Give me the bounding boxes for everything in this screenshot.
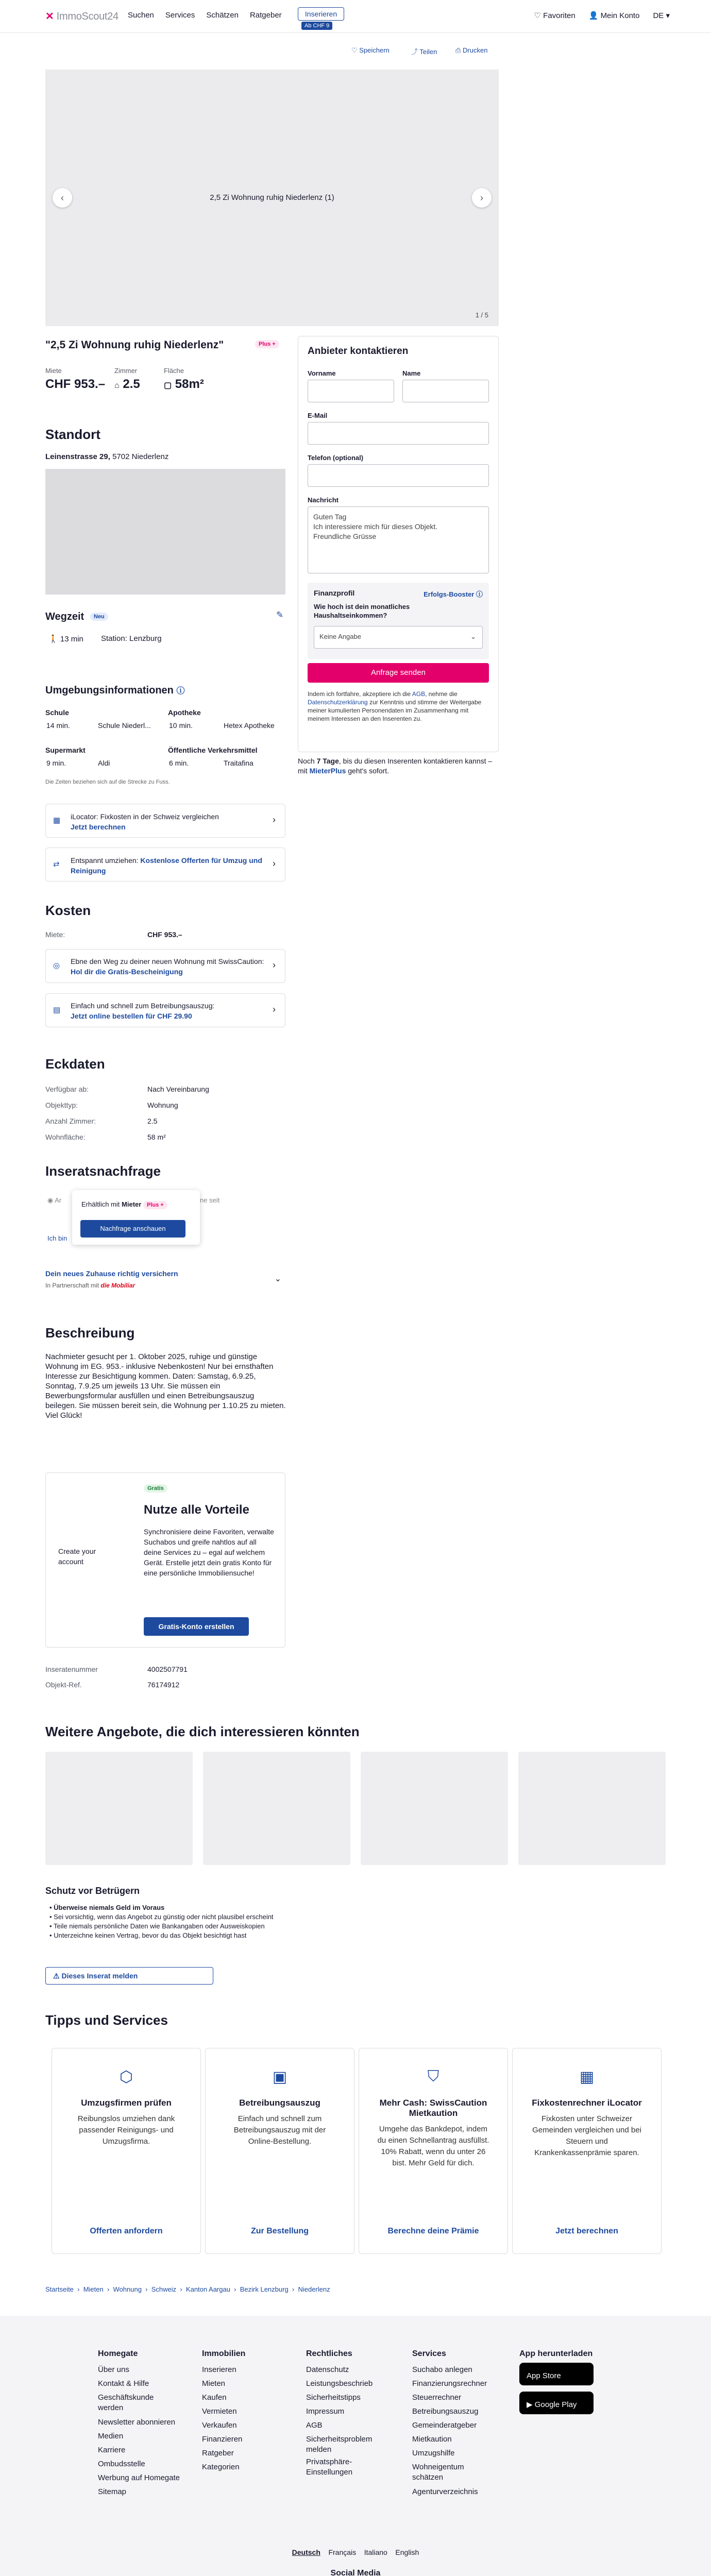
schutz-item-text: Unterzeichne keinen Vertrag, bevor du das Objekt besichtigt hast — [54, 1931, 247, 1939]
nachfrage-title: Inseratsnachfrage — [45, 1163, 161, 1179]
listing-card-skeleton[interactable] — [203, 1752, 350, 1865]
finanzprofil-title: Finanzprofil — [314, 589, 355, 597]
gallery-counter: 1 / 5 — [475, 311, 488, 319]
kosten-title: Kosten — [45, 903, 91, 918]
google-play-button[interactable] — [519, 2392, 594, 2414]
contact-form — [298, 336, 499, 752]
wegzeit-title: Wegzeit — [45, 611, 84, 622]
zimmer-number: 2.5 — [123, 377, 140, 391]
header — [0, 0, 711, 33]
footer-col-title: Homegate — [98, 2349, 138, 2358]
footer-link[interactable]: Betreibungsauszug — [412, 2407, 479, 2416]
footer-link[interactable]: Mietkaution — [412, 2435, 452, 2444]
nachfrage-popup — [72, 1190, 200, 1245]
kosten-miete-value: CHF 953.– — [147, 930, 182, 939]
eckdaten-title: Eckdaten — [45, 1056, 105, 1072]
nav-suchen[interactable]: Suchen — [128, 11, 154, 20]
schutz-item-text: Überweise niemals Geld im Voraus — [54, 1904, 165, 1911]
schutz-item-text: Teile niemals persönliche Daten wie Bankangaben oder Ausweiskopien — [53, 1922, 265, 1930]
footer-link[interactable]: Inserieren — [202, 2365, 236, 2374]
chevron-right-icon: › — [480, 193, 483, 203]
telefon-label: Telefon (optional) — [308, 454, 364, 462]
eye-icon: ◉ — [47, 1196, 54, 1204]
footer-link[interactable]: Kategorien — [202, 2463, 240, 2471]
tipp-link[interactable]: Zur Bestellung — [250, 2227, 309, 2235]
google-play-label: Google Play — [534, 2400, 577, 2409]
save-label: Speichern — [359, 46, 390, 54]
eck-label: Verfügbar ab: — [45, 1085, 89, 1093]
print-label: Drucken — [463, 46, 488, 54]
chevron-right-icon: › — [273, 858, 276, 869]
ilocator-link[interactable]: Jetzt berechnen — [71, 823, 126, 831]
email-label: E-Mail — [308, 412, 328, 419]
language-switch — [0, 2548, 711, 2556]
tipp-text: Einfach und schnell zum Betreibungsauszug mit der Online-Bestellung. — [233, 2114, 326, 2146]
breadcrumb-item[interactable]: Wohnung — [113, 2285, 142, 2293]
footer-col-homegate — [98, 2347, 180, 2499]
app-store-button[interactable] — [519, 2363, 594, 2385]
map[interactable] — [45, 469, 285, 595]
apotheke-name: Hetex Apotheke — [224, 721, 275, 730]
breadcrumb-item[interactable]: Mieten — [83, 2285, 104, 2293]
skeleton-line — [52, 1840, 134, 1845]
name-label: Name — [402, 369, 421, 377]
umzug-promo[interactable] — [45, 848, 285, 882]
footer-link[interactable]: Kaufen — [202, 2393, 227, 2402]
breadcrumb: Startseite › Mieten › Wohnung › Schweiz › Kanton Aargau › Bezirk Lenzburg › Niederlenz — [45, 2285, 330, 2293]
versicherung-title: Dein neues Zuhause richtig versichern — [45, 1269, 178, 1278]
vorteile-title: Nutze alle Vorteile — [144, 1503, 249, 1517]
nachfrage-bg-left — [47, 1196, 61, 1205]
umzug-text — [71, 855, 266, 876]
heart-icon: ♡ — [351, 46, 358, 54]
supermarkt-name: Aldi — [98, 759, 110, 767]
flaeche-label: Fläche — [164, 367, 184, 375]
account-link[interactable] — [589, 11, 640, 20]
supermarkt-label: Supermarkt — [45, 746, 86, 754]
income-select-value: Keine Angabe — [319, 633, 361, 640]
logo[interactable] — [45, 10, 118, 23]
favoriten-link[interactable] — [534, 11, 575, 20]
account-promo — [45, 1472, 285, 1648]
create-account-button[interactable]: Gratis-Konto erstellen — [144, 1617, 249, 1636]
popup-text — [81, 1200, 167, 1209]
account-label: Mein Konto — [600, 11, 640, 20]
tipp-title: Mehr Cash: SwissCaution Mietkaution — [379, 2098, 487, 2118]
beschreibung-text: Nachmieter gesucht per 1. Oktober 2025, ruhige und günstige Wohnung im EG. 953.- inklusive Nebenkosten! Nur bei ernsthaften Interesse zur Besichtigung kommen. Daten: Samstag, 6.9.25, Sonntag, 7.9.25 um jeweils 13 Uhr. Sie müssen ein Bewerbungsformular ausfüllen und einen Betreibungsauszug beilegen. Sie müssen bereit sein, die Wohnung per 1.10.25 zu mieten. Viel Glück! — [45, 1352, 286, 1420]
footer-link[interactable]: Ratgeber — [202, 2449, 234, 2458]
mieterplus-link[interactable]: MieterPlus — [309, 767, 346, 775]
footer-link[interactable]: Geschäftskunde werden — [98, 2393, 154, 2412]
partner-label: In Partnerschaft mit — [45, 1282, 99, 1289]
footer-link[interactable]: Suchabo anlegen — [412, 2365, 472, 2374]
skeleton-line — [367, 1840, 449, 1845]
legal-part3: zur Kenntnis und stimme der Weitergabe meiner kumulierten Personendaten im Zusammenhang mit meinem Interessen an den Inserenten zu. — [308, 699, 482, 722]
gallery-prev-button[interactable] — [53, 188, 72, 208]
nav-schaetzen[interactable]: Schätzen — [206, 11, 239, 20]
eck-value: 58 m² — [147, 1133, 166, 1141]
footer-link[interactable]: Umzugshilfe — [412, 2449, 455, 2458]
footer-link[interactable]: Vermieten — [202, 2407, 237, 2416]
eck-label: Wohnfläche: — [45, 1133, 86, 1141]
social-title: Social Media — [330, 2569, 381, 2576]
versicherung-promo[interactable] — [45, 1267, 285, 1293]
footer-link[interactable]: Über uns — [98, 2365, 129, 2374]
name-input[interactable] — [402, 380, 489, 402]
gallery-next-button[interactable] — [472, 188, 492, 208]
datenschutz-link[interactable]: Datenschutzerklärung — [308, 699, 368, 706]
betreibung-line: Einfach und schnell zum Betreibungsauszug: — [71, 1002, 215, 1010]
legal-part2: , nehme die — [425, 690, 458, 698]
supermarkt-time: 9 min. — [46, 759, 66, 767]
footer-link[interactable]: Mieten — [202, 2379, 226, 2388]
contact-limit-note — [298, 756, 499, 776]
tipp-link[interactable]: Berechne deine Prämie — [387, 2227, 479, 2235]
swisscaution-promo[interactable] — [45, 949, 285, 983]
warning-icon: ⚠ — [53, 1972, 60, 1980]
coin-icon: ◎ — [53, 961, 60, 970]
footer-link[interactable]: Kontakt & Hilfe — [98, 2379, 149, 2388]
eck-label: Objekttyp: — [45, 1101, 78, 1109]
price-badge: Ab CHF 9 — [301, 22, 332, 30]
main-nav — [128, 11, 282, 20]
address-city: 5702 Niederlenz — [112, 452, 169, 461]
beschreibung-title: Beschreibung — [45, 1325, 135, 1341]
language-option[interactable]: Français — [328, 2548, 357, 2556]
language-option[interactable]: Italiano — [364, 2548, 387, 2556]
footer-link[interactable]: Finanzierungsrechner — [412, 2379, 487, 2388]
header-right — [534, 11, 670, 20]
schutz-item: • Teile niemals persönliche Daten wie Bankangaben oder Ausweiskopien — [49, 1922, 265, 1930]
address — [45, 452, 168, 461]
footer-link[interactable]: Wohneigentum schätzen — [412, 2463, 464, 2482]
account-promo-left: Create your account — [58, 1547, 96, 1566]
language-option[interactable]: Deutsch — [292, 2548, 320, 2556]
footer-link[interactable]: Datenschutz — [306, 2365, 349, 2374]
schule-time: 14 min. — [46, 721, 70, 730]
objektref-value: 76174912 — [147, 1681, 180, 1689]
contact-title: Anbieter kontaktieren — [308, 346, 409, 357]
ilocator-line: iLocator: Fixkosten in der Schweiz vergleichen — [71, 812, 219, 821]
footer-link[interactable]: AGB — [306, 2421, 323, 2430]
income-select[interactable] — [314, 626, 483, 649]
umgebung-note: Die Zeiten beziehen sich auf die Strecke zu Fuss. — [45, 779, 170, 785]
wegzeit-duration — [48, 634, 83, 643]
footer-link[interactable]: Newsletter abonnieren — [98, 2418, 176, 2427]
skeleton-line — [524, 1840, 607, 1845]
document-icon: ▤ — [53, 1006, 61, 1014]
footer-link[interactable]: Karriere — [98, 2446, 126, 2454]
footer-link[interactable]: Sicherheitsproblem melden — [306, 2435, 373, 2454]
chevron-right-icon: › — [273, 815, 276, 825]
versicherung-partner — [45, 1282, 135, 1289]
footer-col-title: Rechtliches — [306, 2349, 352, 2358]
umzug-line: Entspannt umziehen: — [71, 856, 139, 865]
schule-label: Schule — [45, 708, 69, 717]
swisscaution-text — [71, 956, 266, 977]
kosten-miete-label: Miete: — [45, 930, 65, 939]
user-icon: 👤 — [588, 11, 599, 20]
footer-link[interactable]: Gemeinderatgeber — [412, 2421, 477, 2430]
betreibung-text — [71, 1001, 266, 1021]
limit-days: 7 Tage — [316, 757, 339, 765]
agb-link[interactable]: AGB — [412, 690, 426, 698]
logo-text: ImmoScout24 — [56, 11, 118, 22]
schutz-item-text: Sei vorsichtig, wenn das Angebot zu günstig oder nicht plausibel erscheint — [54, 1913, 274, 1921]
language-label: DE — [653, 11, 664, 20]
area-icon: ▢ — [164, 381, 172, 390]
x-logo-icon: ✕ — [45, 11, 54, 22]
limit-part3: , bis du diesen Inserenten kontaktieren kannst – mit — [298, 757, 493, 775]
certificate-icon: ▣ — [272, 2069, 287, 2086]
eck-value: Nach Vereinbarung — [147, 1085, 209, 1093]
schutz-item: • Unterzeichne keinen Vertrag, bevor du das Objekt besichtigt hast — [49, 1931, 247, 1939]
wegzeit-min: 13 min — [60, 635, 83, 643]
app-store-label: App Store — [527, 2371, 561, 2380]
schule-name: Schule Niederl... — [98, 721, 151, 730]
footer-link[interactable]: Steuerrechner — [412, 2393, 462, 2402]
umgebung-title-text: Umgebungsinformationen — [45, 685, 174, 696]
map-icon: ▦ — [579, 2069, 595, 2086]
footer-col-app — [519, 2347, 594, 2420]
tipp-card-swisscaution[interactable] — [359, 2048, 508, 2254]
footer-link[interactable]: Ombudsstelle — [98, 2460, 145, 2468]
limit-part1: Noch — [298, 757, 315, 765]
objektref-label: Objekt-Ref. — [45, 1681, 82, 1689]
vorteile-text: Synchronisiere deine Favoriten, verwalte Suchabos und greife nahtlos auf all deine Services zu – egal auf welchem Gerät. Erstelle jetzt dein gratis Konto für eine persönliche Immobiliensuche! — [144, 1528, 274, 1577]
nav-ratgeber[interactable]: Ratgeber — [249, 11, 282, 20]
map-icon: ▦ — [53, 816, 61, 825]
miete-value: CHF 953.– — [45, 377, 106, 391]
vorname-input[interactable] — [308, 380, 394, 402]
footer-col-rechtliches — [306, 2347, 378, 2480]
breadcrumb-item[interactable]: Kanton Aargau — [185, 2285, 230, 2293]
standort-title: Standort — [45, 427, 100, 442]
footer-col-title: App herunterladen — [519, 2349, 593, 2358]
tipp-card-betreibung[interactable] — [205, 2048, 354, 2254]
footer-link[interactable]: Impressum — [306, 2407, 345, 2416]
shield-icon: ⛉ — [427, 2068, 439, 2085]
miete-label: Miete — [45, 367, 62, 375]
breadcrumb-item[interactable]: Bezirk Lenzburg — [240, 2285, 289, 2293]
footer-link[interactable]: Privatsphäre-Einstellungen — [306, 2458, 353, 2477]
chevron-right-icon: › — [273, 960, 276, 970]
breadcrumb-item[interactable]: Schweiz — [151, 2285, 177, 2293]
popup-label: Erhältlich mit — [81, 1200, 120, 1208]
image-gallery[interactable] — [45, 70, 499, 326]
save-button[interactable] — [351, 46, 390, 55]
pencil-icon[interactable]: ✎ — [276, 610, 284, 620]
gratis-badge: Gratis — [144, 1484, 167, 1493]
tipp-title: Fixkostenrechner iLocator — [532, 2098, 642, 2108]
footer-link[interactable]: Verkaufen — [202, 2421, 237, 2430]
new-badge: Neu — [90, 613, 108, 621]
betreibung-link[interactable]: Jetzt online bestellen für CHF 29.90 — [71, 1012, 192, 1020]
nachfrage-bg-right: ne seit — [200, 1196, 220, 1204]
tipp-link[interactable]: Offerten anfordern — [90, 2227, 163, 2235]
breadcrumb-item[interactable]: Startseite — [45, 2285, 74, 2293]
flaeche-number: 58m² — [175, 377, 204, 391]
apotheke-label: Apotheke — [168, 708, 201, 717]
room-icon: ⌂ — [114, 381, 120, 390]
nachricht-label: Nachricht — [308, 496, 338, 504]
skeleton-line — [209, 1840, 292, 1845]
weitere-title: Weitere Angebote, die dich interessieren könnten — [45, 1724, 360, 1739]
footer-link[interactable]: Leistungsbeschrieb — [306, 2379, 373, 2388]
inserieren-button[interactable]: Inserieren — [298, 7, 344, 21]
tipp-card-ilocator[interactable] — [512, 2048, 662, 2254]
plus-badge: Plus + — [255, 340, 279, 348]
tipp-link[interactable]: Jetzt berechnen — [555, 2227, 618, 2235]
info-icon[interactable]: ⓘ — [176, 687, 185, 696]
printer-icon: ⎙ — [455, 46, 461, 54]
legal-text — [308, 690, 489, 723]
listing-card-skeleton[interactable] — [518, 1752, 666, 1865]
plus-badge: Plus + — [143, 1201, 167, 1209]
footer-link[interactable]: Medien — [98, 2432, 124, 2441]
inseratnummer-label: Inseratenummer — [45, 1665, 98, 1673]
play-icon: ▶ — [527, 2400, 533, 2409]
tipp-text: Umgehe das Bankdepot, indem du einen Schnellantrag ausfüllst. 10% Rabatt, wenn du unter 26 bist. Mehr Geld für dich. — [377, 2125, 489, 2167]
message-textarea[interactable]: Guten Tag Ich interessiere mich für dieses Objekt. Freundliche Grüsse — [308, 506, 489, 573]
footer-col-title: Services — [412, 2349, 446, 2358]
send-button[interactable]: Anfrage senden — [308, 663, 489, 683]
footer-link[interactable]: Agenturverzeichnis — [412, 2487, 478, 2496]
chevron-left-icon: ‹ — [61, 193, 64, 203]
footer-col-title: Immobilien — [202, 2349, 246, 2358]
footer-link[interactable]: Werbung auf Homegate — [98, 2473, 180, 2482]
footer-link[interactable]: Sicherheitstipps — [306, 2393, 361, 2402]
info-icon: ⓘ — [476, 590, 483, 598]
report-label: Dieses Inserat melden — [61, 1972, 138, 1980]
tipp-title: Betreibungsauszug — [239, 2098, 320, 2108]
inseratnummer-value: 4002507791 — [147, 1665, 188, 1673]
favoriten-label: Favoriten — [543, 11, 575, 20]
language-select[interactable]: DE ▾ — [653, 11, 670, 20]
limit-part5: geht's sofort. — [348, 767, 389, 775]
tipp-text: Reibungslos umziehen dank passender Reinigungs- und Umzugsfirma. — [77, 2114, 175, 2146]
telefon-field[interactable] — [308, 464, 489, 487]
listing-card-skeleton[interactable] — [361, 1752, 508, 1865]
nachfrage-link[interactable]: Ich bin — [47, 1234, 67, 1242]
popup-mieter: Mieter — [122, 1200, 142, 1208]
footer-link[interactable]: Sitemap — [98, 2487, 127, 2496]
swisscaution-line: Ebne den Weg zu deiner neuen Wohnung mit SwissCaution: — [71, 957, 264, 965]
vorname-label: Vorname — [308, 369, 336, 377]
booster-link[interactable] — [424, 589, 483, 599]
tipps-title: Tipps und Services — [45, 2012, 168, 2028]
language-option[interactable]: English — [395, 2548, 419, 2556]
listing-card-skeleton[interactable] — [45, 1752, 193, 1865]
umgebung-title — [45, 684, 184, 697]
nachfrage-bg1: Ar — [55, 1196, 62, 1204]
eck-value: 2.5 — [147, 1117, 158, 1125]
oev-name: Traitafina — [224, 759, 253, 767]
box-icon: ⬡ — [119, 2069, 133, 2086]
schutz-title: Schutz vor Betrügern — [45, 1886, 140, 1896]
apotheke-time: 10 min. — [169, 721, 193, 730]
swisscaution-link[interactable]: Hol dir die Gratis-Bescheinigung — [71, 968, 183, 976]
betreibung-promo[interactable] — [45, 993, 285, 1027]
wegzeit-station: Station: Lenzburg — [101, 634, 162, 643]
eck-label: Anzahl Zimmer: — [45, 1117, 96, 1125]
tipp-title: Umzugsfirmen prüfen — [81, 2098, 172, 2108]
listing-title: "2,5 Zi Wohnung ruhig Niederlenz" — [45, 339, 224, 351]
finanzprofil-box — [308, 583, 489, 659]
email-field[interactable] — [308, 422, 489, 445]
schutz-item: • Sei vorsichtig, wenn das Angebot zu günstig oder nicht plausibel erscheint — [49, 1913, 274, 1921]
oev-label: Öffentliche Verkehrsmittel — [168, 746, 258, 754]
zimmer-label: Zimmer — [114, 367, 138, 375]
footer-col-immobilien — [202, 2347, 245, 2474]
income-question: Wie hoch ist dein monatliches Haushaltseinkommen? — [314, 603, 410, 619]
umzug-link[interactable]: Kostenlose Offerten für Umzug und Reinigung — [71, 856, 262, 875]
nachfrage-button[interactable]: Nachfrage anschauen — [80, 1220, 185, 1238]
schutz-item: • Überweise niemals Geld im Voraus — [49, 1904, 165, 1911]
chevron-right-icon: › — [273, 1004, 276, 1014]
mobiliar-logo: die Mobiliar — [100, 1282, 136, 1289]
address-street: Leinenstrasse 29, — [45, 452, 110, 461]
truck-icon: ⇄ — [53, 860, 60, 869]
footer-link[interactable]: Finanzieren — [202, 2435, 243, 2444]
ilocator-promo[interactable] — [45, 804, 285, 838]
report-button[interactable] — [45, 1967, 213, 1985]
print-button[interactable] — [455, 46, 487, 55]
chevron-down-icon: ⌄ — [274, 1275, 281, 1283]
booster-label: Erfolgs-Booster — [424, 590, 475, 598]
zimmer-value — [114, 377, 140, 392]
oev-time: 6 min. — [169, 759, 189, 767]
tipp-card-umzug[interactable] — [52, 2048, 201, 2254]
walk-icon: 🚶 — [48, 635, 58, 643]
breadcrumb-item[interactable]: Niederlenz — [298, 2285, 330, 2293]
eck-value: Wohnung — [147, 1101, 178, 1109]
tipp-text: Fixkosten unter Schweizer Gemeinden vergleichen und bei Steuern und Krankenkassenprämie sparen. — [532, 2114, 641, 2157]
share-icon: ⤴ — [411, 48, 418, 56]
gallery-caption: 2,5 Zi Wohnung ruhig Niederlenz (1) — [210, 193, 334, 202]
chevron-down-icon: ⌄ — [470, 633, 476, 640]
nav-services[interactable]: Services — [165, 11, 195, 20]
flaeche-value — [164, 377, 204, 392]
legal-part1: Indem ich fortfahre, akzeptiere ich die — [308, 690, 411, 698]
ilocator-text — [71, 811, 219, 832]
share-button[interactable] — [411, 46, 437, 56]
heart-icon: ♡ — [534, 11, 541, 20]
footer-col-services — [412, 2347, 487, 2499]
share-label: Teilen — [419, 48, 437, 56]
